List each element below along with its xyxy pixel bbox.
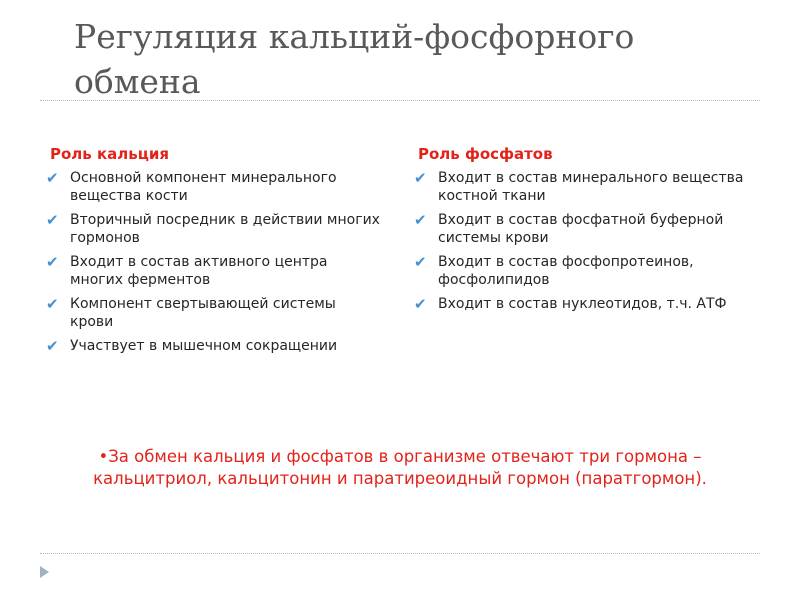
- calcium-heading: Роль кальция: [50, 145, 170, 163]
- check-icon: ✔: [46, 211, 59, 229]
- list-item: [410, 253, 760, 289]
- list-item-text: Входит в состав фосфатной буферной системы крови: [438, 212, 724, 246]
- check-icon: ✔: [46, 337, 59, 355]
- list-item-text: Входит в состав нуклеотидов, т.ч. АТФ: [438, 296, 727, 312]
- check-icon: ✔: [414, 211, 427, 229]
- list-item: [42, 295, 382, 331]
- check-icon: ✔: [46, 253, 59, 271]
- check-icon: ✔: [414, 295, 427, 313]
- list-item: [42, 337, 382, 355]
- slide-title-line-1: Регуляция кальций-фосфорного: [74, 17, 635, 56]
- list-item-text: Входит в состав активного центра многих ферментов: [70, 254, 328, 288]
- slide-title-line-2: обмена: [74, 62, 201, 101]
- check-icon: ✔: [46, 295, 59, 313]
- calcium-column: [42, 143, 382, 361]
- list-item-text: Участвует в мышечном сокращении: [70, 338, 338, 354]
- note-bullet: •: [98, 447, 109, 466]
- hormones-note: [40, 446, 760, 490]
- play-arrow-icon[interactable]: [40, 566, 49, 578]
- list-item-text: Вторичный посредник в действии многих гормонов: [70, 212, 380, 246]
- check-icon: ✔: [46, 169, 59, 187]
- check-icon: ✔: [414, 253, 427, 271]
- slide-title: [74, 14, 754, 104]
- footer-divider: [40, 553, 760, 554]
- list-item: [42, 169, 382, 205]
- list-item: [42, 211, 382, 247]
- list-item-text: Основной компонент минерального вещества кости: [70, 170, 337, 204]
- calcium-list: [42, 169, 382, 355]
- list-item: [410, 211, 760, 247]
- note-text: За обмен кальция и фосфатов в организме отвечают три гормона – кальцитриол, кальцитонин и паратиреоидный гормон (паратгормон).: [93, 447, 707, 488]
- list-item-text: Компонент свертывающей системы крови: [70, 296, 336, 330]
- check-icon: ✔: [414, 169, 427, 187]
- phosphates-column: [410, 143, 760, 319]
- list-item-text: Входит в состав фосфопротеинов, фосфолипидов: [438, 254, 694, 288]
- list-item: [410, 295, 760, 313]
- title-divider: [40, 100, 760, 101]
- list-item: [42, 253, 382, 289]
- phosphates-list: [410, 169, 760, 313]
- list-item: [410, 169, 760, 205]
- phosphates-heading: Роль фосфатов: [418, 145, 553, 163]
- list-item-text: Входит в состав минерального вещества костной ткани: [438, 170, 744, 204]
